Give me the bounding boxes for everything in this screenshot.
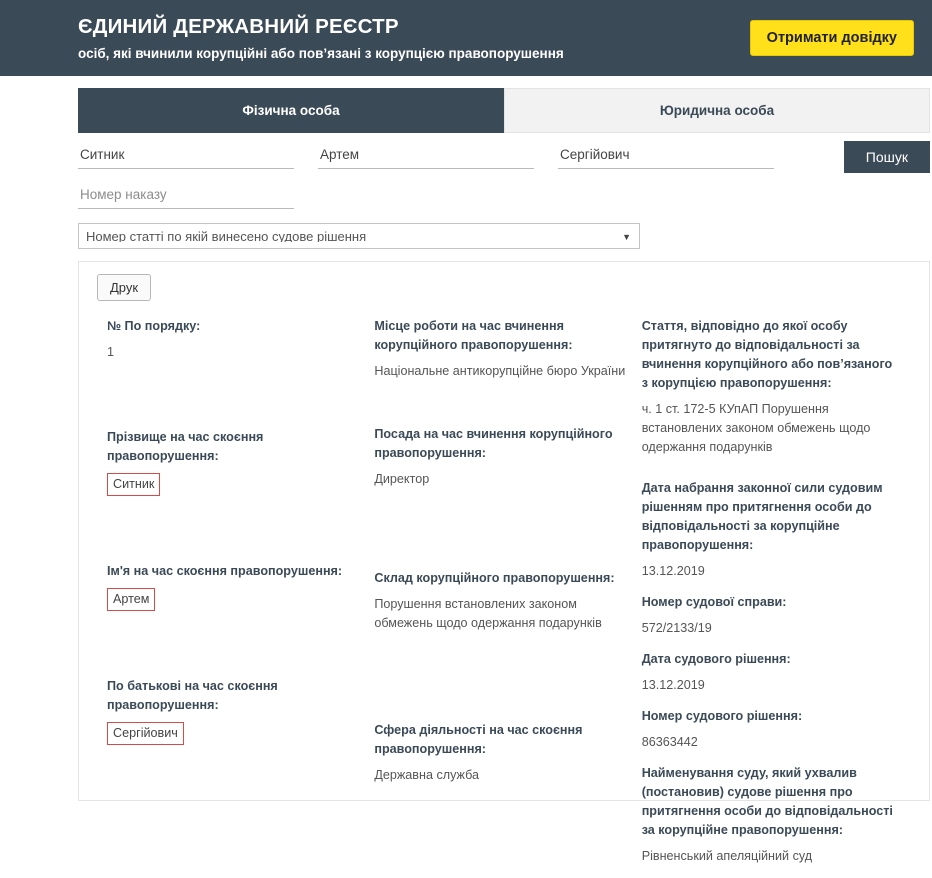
field-lastname — [107, 428, 358, 496]
article-select[interactable] — [78, 223, 640, 249]
field-label: Прізвище на час скоєння правопорушення: — [107, 430, 264, 463]
page-subtitle: осіб, які вчинили корупційні або пов’язані з корупцією правопорушення — [78, 46, 564, 61]
field-decision-date — [642, 650, 895, 695]
field-value: Рівненський апеляційний суд — [641, 849, 813, 863]
search-form — [78, 133, 930, 249]
field-value: 1 — [107, 345, 115, 359]
field-composition — [374, 569, 625, 633]
field-label: Ім'я на час скоєння правопорушення: — [107, 564, 343, 578]
lastname-input[interactable] — [78, 143, 294, 169]
field-position — [374, 425, 625, 489]
field-force-date — [642, 479, 895, 581]
field-value: 86363442 — [641, 735, 698, 749]
field-workplace — [374, 317, 625, 381]
firstname-input[interactable] — [318, 143, 534, 169]
field-label: По батькові на час скоєння правопорушення: — [107, 679, 278, 712]
field-value: Директор — [374, 472, 430, 486]
field-court — [642, 764, 895, 866]
field-label: Сфера діяльності на час скоєння правопорушення: — [374, 723, 583, 756]
field-value: Державна служба — [374, 768, 480, 782]
search-row-names — [78, 143, 930, 169]
entity-type-tabs — [78, 88, 930, 133]
field-label: Найменування суду, який ухвалив (постановив) судове рішення про притягнення особи до відповідальності за корупційне правопорушення: — [641, 766, 893, 837]
field-label: Місце роботи на час вчинення корупційного правопорушення: — [374, 319, 573, 352]
field-label: № По порядку: — [107, 319, 201, 333]
field-label: Склад корупційного правопорушення: — [374, 571, 615, 585]
field-label: Номер судового рішення: — [641, 709, 803, 723]
tab-individual[interactable]: Фізична особа — [78, 88, 504, 133]
record-column-personal — [107, 317, 374, 878]
get-certificate-button[interactable]: Отримати довідку — [750, 20, 914, 56]
field-patronymic — [107, 677, 358, 745]
search-row-order — [78, 183, 930, 209]
field-value-highlighted: Сергійович — [107, 722, 184, 745]
field-label: Дата набрання законної сили судовим рішенням про притягнення особи до відповідальності за корупційне правопорушення: — [641, 481, 883, 552]
record-column-judicial — [642, 317, 911, 878]
results-panel — [78, 261, 930, 863]
tab-legal-entity[interactable]: Юридична особа — [504, 88, 930, 133]
field-value: ч. 1 ст. 172-5 КУпАП Порушення встановлених законом обмежень щодо одержання подарунків — [641, 402, 871, 454]
field-article — [642, 317, 895, 457]
patronymic-input[interactable] — [558, 143, 774, 169]
search-row-article — [78, 223, 930, 249]
print-button[interactable]: Друк — [97, 274, 151, 301]
page-title: ЄДИНИЙ ДЕРЖАВНИЙ РЕЄСТР — [78, 15, 399, 38]
field-label: Посада на час вчинення корупційного правопорушення: — [374, 427, 613, 460]
field-label: Стаття, відповідно до якої особу притягнуто до відповідальності за вчинення корупційного або пов’язаного з корупцією правопорушення: — [641, 319, 893, 390]
field-value: 13.12.2019 — [641, 564, 705, 578]
field-firstname — [107, 562, 358, 611]
field-decision-number — [642, 707, 895, 752]
field-value: 572/2133/19 — [641, 621, 712, 635]
field-value-highlighted: Ситник — [107, 473, 160, 496]
field-value: Порушення встановлених законом обмежень щодо одержання подарунків — [374, 597, 602, 630]
result-record — [79, 301, 929, 878]
field-value: 13.12.2019 — [641, 678, 705, 692]
field-sphere — [374, 721, 625, 785]
chevron-down-icon: ▼ — [622, 232, 631, 242]
field-order-number — [107, 317, 358, 362]
order-number-input[interactable] — [78, 183, 294, 209]
field-label: Дата судового рішення: — [641, 652, 791, 666]
field-case-number — [642, 593, 895, 638]
search-button[interactable]: Пошук — [844, 141, 930, 173]
field-label: Номер судової справи: — [641, 595, 787, 609]
page-header — [0, 0, 932, 76]
field-value: Національне антикорупційне бюро України — [374, 364, 626, 378]
field-value-highlighted: Артем — [107, 588, 155, 611]
record-column-employment — [374, 317, 641, 878]
